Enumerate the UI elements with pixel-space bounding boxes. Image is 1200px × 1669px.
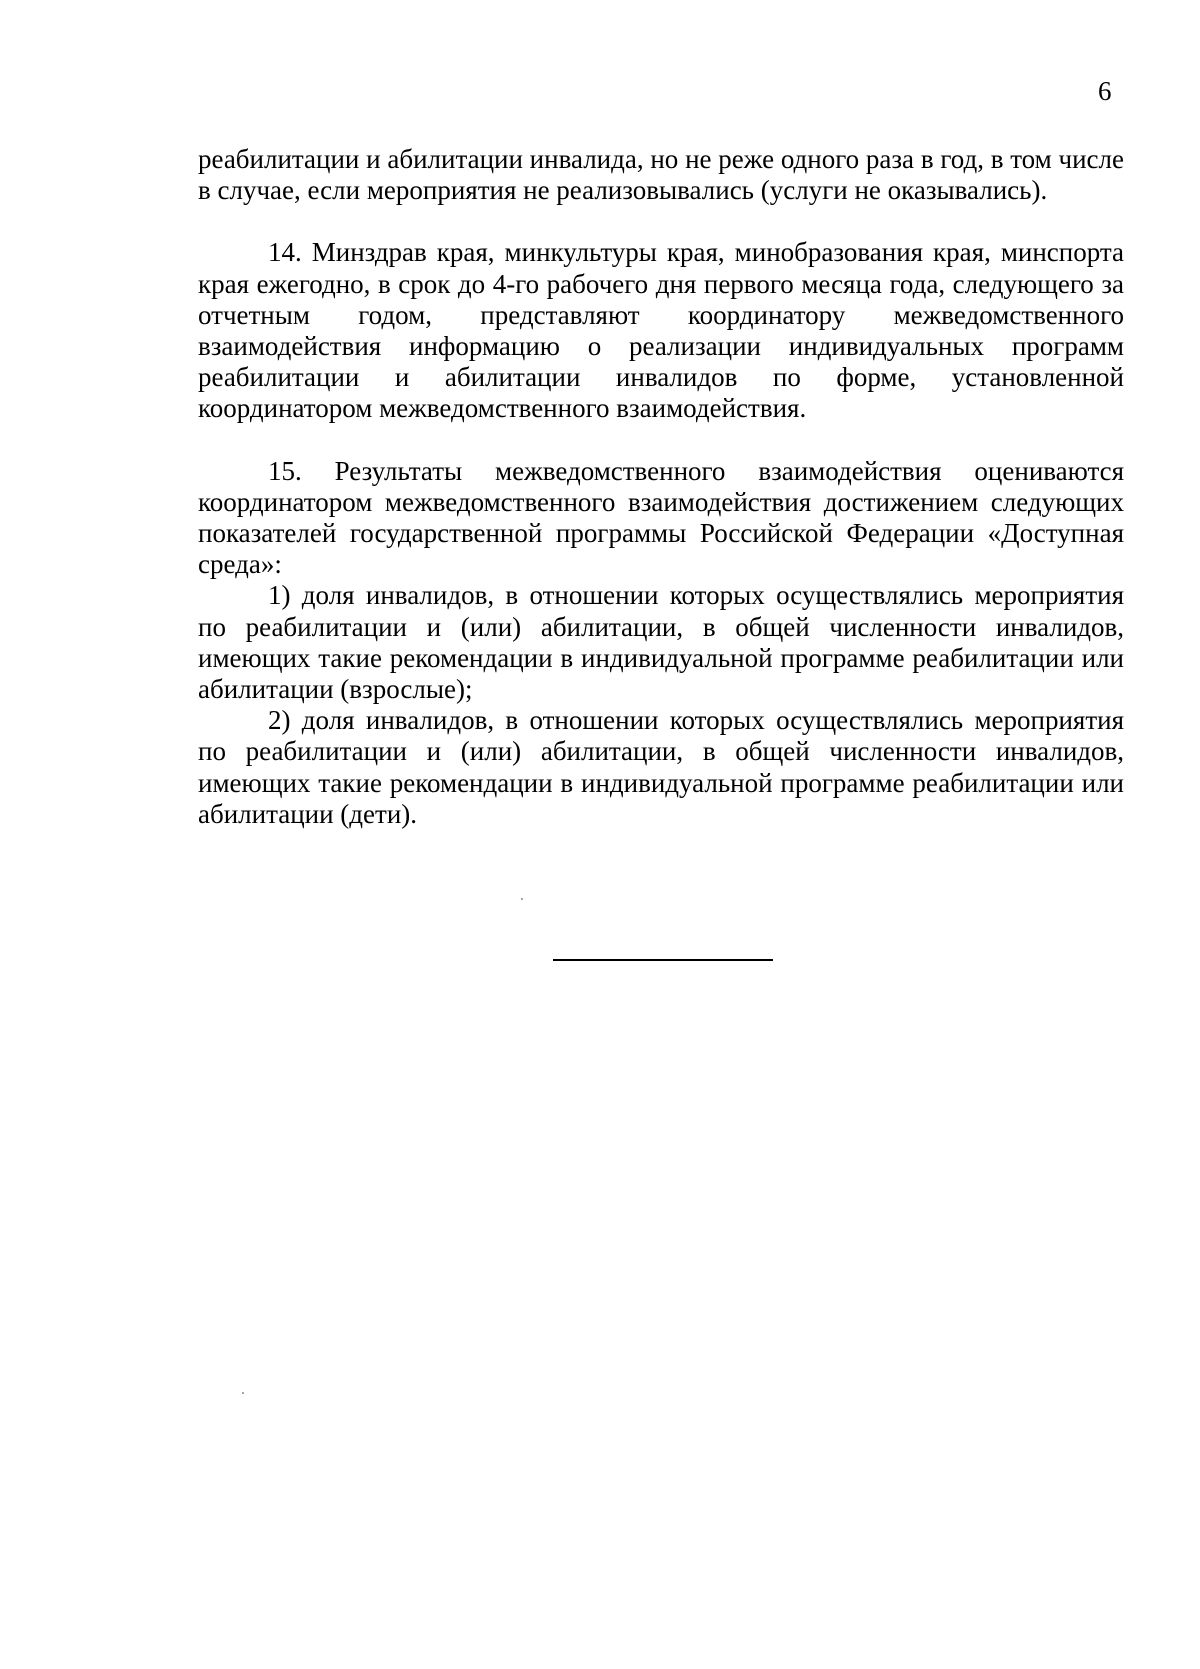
paragraph-item-15: 15. Результаты межведомственного взаимодействия оцениваются координатором межведомственного взаимодействия достижением следующих показателей государственной программы Российской Федерации «Доступная среда»: <box>198 455 1124 580</box>
paragraph-continuation: реабилитации и абилитации инвалида, но не реже одного раза в год, в том числе в случае, если мероприятия не реализовывались (услуги не оказывались). <box>198 144 1124 206</box>
paragraph-item-15-2: 2) доля инвалидов, в отношении которых осуществлялись мероприятия по реабилитации и (или) абилитации, в общей численности инвалидов, имеющих такие рекомендации в индивидуальной программе реабилитации или абилитации (дети). <box>198 705 1124 829</box>
scan-speck <box>242 1392 244 1394</box>
paragraph-gap <box>198 206 1124 237</box>
end-of-text-rule <box>553 959 773 961</box>
paragraph-gap <box>198 425 1124 456</box>
scan-speck <box>521 898 523 900</box>
page-number: 6 <box>1098 76 1112 106</box>
document-body <box>198 144 1124 830</box>
paragraph-item-14: 14. Минздрав края, минкультуры края, минобразования края, минспорта края ежегодно, в срок до 4-го рабочего дня первого месяца года, следующего за отчетным годом, представляют координатору межведомственного взаимодействия информацию о реализации индивидуальных программ реабилитации и абилитации инвалидов по форме, установленной координатором межведомственного взаимодействия. <box>198 237 1124 424</box>
paragraph-item-15-1: 1) доля инвалидов, в отношении которых осуществлялись мероприятия по реабилитации и (или) абилитации, в общей численности инвалидов, имеющих такие рекомендации в индивидуальной программе реабилитации или абилитации (взрослые); <box>198 580 1124 705</box>
